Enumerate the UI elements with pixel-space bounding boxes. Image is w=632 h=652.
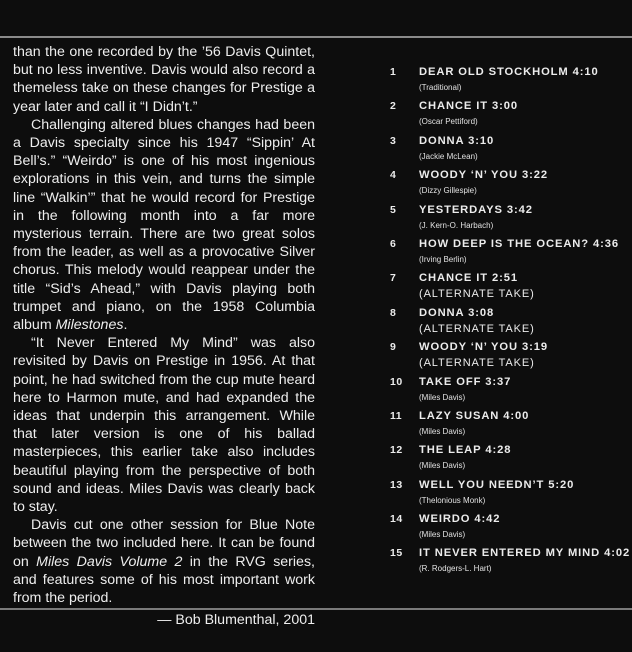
track-title: YESTERDAYS 3:42	[419, 203, 533, 216]
track-composer: (Miles Davis)	[419, 530, 466, 540]
track-alternate-take: (ALTERNATE TAKE)	[419, 322, 535, 335]
track-item	[390, 65, 630, 99]
track-composer: (Irving Berlin)	[419, 254, 467, 264]
track-title: DEAR OLD STOCKHOLM 4:10	[419, 66, 599, 78]
author-signature: — Bob Blumenthal, 2001	[157, 612, 315, 629]
track-list	[390, 65, 630, 581]
track-item	[390, 306, 630, 340]
track-composer: (J. Kern-O. Harbach)	[419, 220, 494, 230]
track-number: 10	[390, 375, 403, 388]
track-item	[390, 271, 630, 305]
album-title-volume-2: Miles Davis Volume 2	[36, 553, 183, 570]
essay-paragraph-1: than the one recorded by the ’56 Davis Quintet, but no less inventive. Davis would also record a themeless take on these changes for Prestige a year later and call it “I Didn’t.”	[13, 44, 315, 115]
track-number: 3	[390, 134, 397, 147]
track-title: WEIRDO 4:42	[419, 513, 501, 526]
track-number: 2	[390, 100, 397, 113]
track-number: 12	[390, 444, 403, 457]
track-number: 8	[390, 306, 397, 319]
track-item	[390, 340, 630, 374]
track-number: 14	[390, 513, 403, 526]
album-title-milestones: Milestones	[55, 317, 124, 334]
track-composer: (Miles Davis)	[419, 392, 466, 402]
track-number: 6	[390, 237, 397, 250]
track-title: WOODY ‘N’ YOU 3:22	[419, 169, 548, 182]
track-title: CHANCE IT 3:00	[419, 100, 519, 113]
essay-paragraph-2: Challenging altered blues changes had been a Davis specialty since his 1947 “Sippin’ At Bell’s.” “Weirdo” is one of his most ingenious explorations in this vein, and turns the simple line “Walkin’” that he would record for Prestige in the following month into a far more mysterious terrain. There are two great solos from the leader, as well as a provocative Silver chorus. This melody would reappear under the title “Sid’s Ahead,” with Davis playing both trumpet and piano, on the 1958 Columbia album Milestones.	[13, 116, 315, 334]
track-item	[390, 512, 630, 546]
track-item	[390, 546, 630, 580]
track-number: 11	[390, 409, 403, 422]
track-number: 1	[390, 66, 397, 78]
track-item	[390, 134, 630, 168]
track-title: CHANCE IT 2:51	[419, 272, 519, 285]
track-number: 15	[390, 547, 403, 560]
track-title: WELL YOU NEEDN’T 5:20	[419, 478, 575, 491]
track-title: HOW DEEP IS THE OCEAN? 4:36	[419, 237, 620, 250]
track-composer: (Oscar Pettiford)	[419, 117, 478, 127]
track-item	[390, 237, 630, 271]
track-title: LAZY SUSAN 4:00	[419, 409, 530, 422]
track-item	[390, 203, 630, 237]
track-title: THE LEAP 4:28	[419, 444, 512, 457]
track-alternate-take: (ALTERNATE TAKE)	[419, 288, 535, 301]
track-title: DONNA 3:08	[419, 306, 495, 319]
track-number: 9	[390, 341, 397, 354]
essay-paragraph-3: “It Never Entered My Mind” was also revisited by Davis on Prestige in 1956. At that point, he had switched from the cup mute heard here to Harmon mute, and had expanded the ideas that underpin this arrangement. While that later version is one of his ballad masterpieces, this earlier take also includes beautiful playing from the perspective of both sound and ideas. Miles Davis was clearly back to stay.	[13, 335, 315, 516]
track-composer: (Jackie McLean)	[419, 151, 478, 161]
track-alternate-take: (ALTERNATE TAKE)	[419, 357, 535, 370]
track-composer: (R. Rodgers-L. Hart)	[419, 564, 492, 574]
track-item	[390, 409, 630, 443]
track-item	[390, 443, 630, 477]
top-divider	[0, 36, 632, 38]
track-title: TAKE OFF 3:37	[419, 375, 512, 388]
track-composer: (Thelonious Monk)	[419, 495, 486, 505]
track-number: 13	[390, 478, 403, 491]
track-item	[390, 478, 630, 512]
essay-text	[13, 43, 315, 630]
track-title: IT NEVER ENTERED MY MIND 4:02	[419, 547, 631, 560]
bottom-divider	[0, 608, 632, 610]
track-composer: (Miles Davis)	[419, 426, 466, 436]
track-item	[390, 168, 630, 202]
track-title: DONNA 3:10	[419, 134, 495, 147]
track-title: WOODY ‘N’ YOU 3:19	[419, 341, 548, 354]
track-composer: (Dizzy Gillespie)	[419, 186, 477, 196]
track-number: 7	[390, 272, 397, 285]
track-number: 4	[390, 169, 397, 182]
track-composer: (Miles Davis)	[419, 461, 466, 471]
essay-paragraph-4: Davis cut one other session for Blue Note between the two included here. It can be found on Miles Davis Volume 2 in the RVG series, and features some of his most important work from the period.	[13, 517, 315, 607]
track-number: 5	[390, 203, 397, 216]
track-item	[390, 99, 630, 133]
track-composer: (Traditional)	[419, 83, 462, 92]
track-item	[390, 375, 630, 409]
